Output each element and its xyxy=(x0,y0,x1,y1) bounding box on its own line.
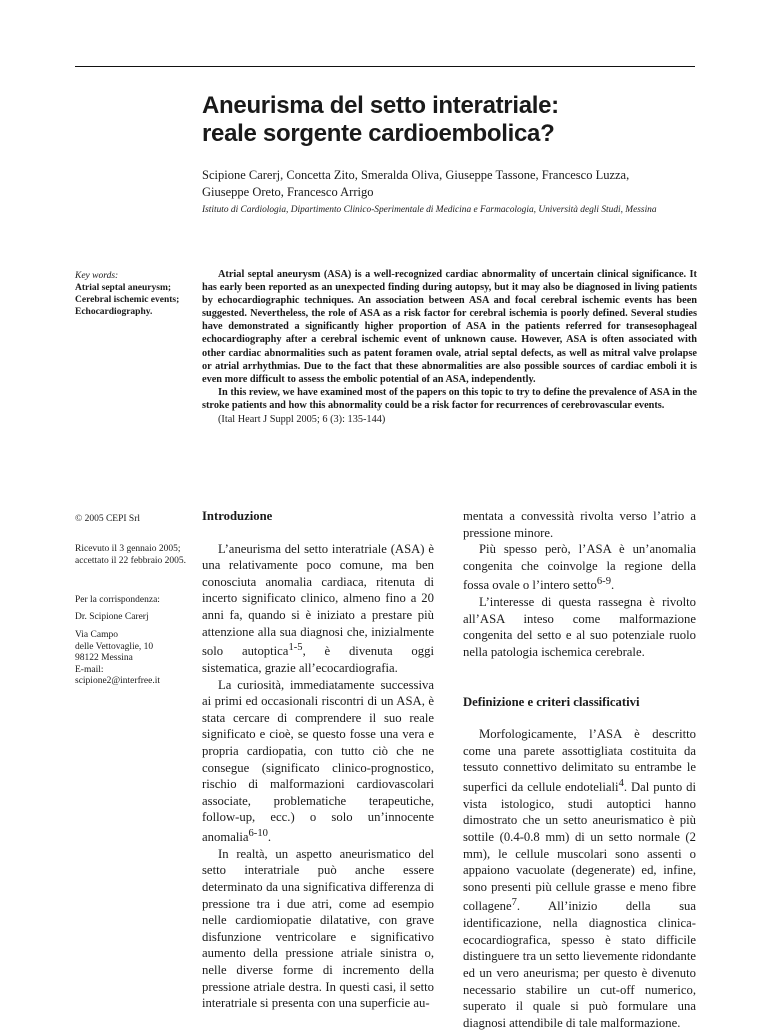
article-title xyxy=(202,92,702,148)
received-dates: Ricevuto il 3 gennaio 2005; accettato il 22 febbraio 2005. xyxy=(75,544,187,566)
authors-line-2: Giuseppe Oreto, Francesco Arrigo xyxy=(202,185,374,199)
text-run: L’aneurisma del setto interatriale (ASA) è una relativamente poco comune, ma ben conosciuta anomalia cardiaca, ritenuta di incerto significato clinico, almeno fino a 20 anni fa, quando si è iniziato a prestare più attenzione alla sua diagnosi che, inizialmente solo autoptica xyxy=(202,541,434,659)
address-line: Via Campo xyxy=(75,630,118,640)
body-paragraph xyxy=(202,541,434,677)
keywords-label: Key words: xyxy=(75,271,119,281)
keyword-item: Atrial septal aneurysm; xyxy=(75,283,172,293)
journal-citation: (Ital Heart J Suppl 2005; 6 (3): 135-144) xyxy=(218,414,386,426)
text-run: Più spesso però, l’ASA è un’anomalia congenita che coinvolge la regione della fossa ovale o l’intero setto xyxy=(463,542,696,593)
affiliation: Istituto di Cardiologia, Dipartimento Clinico-Sperimentale di Medicina e Farmacologia, Università degli Studi, Messina xyxy=(202,205,657,215)
title-line-2: reale sorgente cardioembolica? xyxy=(202,120,555,147)
reference-superscript: 6-10 xyxy=(248,827,268,839)
body-paragraph xyxy=(463,541,696,594)
correspondence-label: Per la corrispondenza: xyxy=(75,595,160,605)
address-line: 98122 Messina xyxy=(75,653,133,663)
text-run: . All’inizio della sua identificazione, nella diagnostica clinica-ecocardiografica, spesso è stato difficile distinguere tra un setto lievemente ridondante ed un vero aneurisma; per questo è divenuto necessario stabilire un cut-off numerico, superato il quale si può formulare una diagnosi attendibile di tale malformazione. xyxy=(463,899,696,1030)
keyword-item: Echocardiography. xyxy=(75,307,153,317)
email-address: scipione2@interfree.it xyxy=(75,676,160,686)
abstract-paragraph-1: Atrial septal aneurysm (ASA) is a well-recognized cardiac abnormality of uncertain clinical significance. It has early been reported as an unexpected finding during autopsy, but it may also be diagnosed in living patients by echocardiographic techniques. An association between ASA and focal cerebral ischemic events has been suggested. Nevertheless, the role of ASA as a risk factor for cerebral ischemia is poorly defined. Several studies have demonstrated a significantly higher proportion of ASA in the patients referred for transesophageal echocardiography after a cerebral ischemic event of unknown cause. However, ASA is often associated with other cardiac abnormalities such as patent foramen ovale, atrial septal defects, as well as mitral valve prolapse or atrial arrhythmias. Due to the fact that these abnormalities are also possible sources of cardiac emboli it is even more difficult to assess the embolic potential of an ASA, independently. xyxy=(202,269,697,385)
top-rule xyxy=(75,66,695,67)
body-paragraph xyxy=(463,726,696,1031)
address-line: delle Vettovaglie, 10 xyxy=(75,641,154,652)
text-run: . xyxy=(611,578,615,593)
text-run: . xyxy=(267,830,272,845)
reference-superscript: 1-5 xyxy=(288,642,303,654)
body-paragraph: mentata a convessità rivolta verso l’atrio a pressione minore. xyxy=(463,509,696,540)
abstract-paragraph-2: In this review, we have examined most of the papers on this topic to try to define the prevalence of ASA in the stroke patients and how this abnormality could be a risk factor for recurrences of cerebrovascular events. xyxy=(202,386,697,411)
reference-superscript: 7 xyxy=(511,897,517,909)
reference-superscript: 4 xyxy=(618,777,624,789)
title-line-1: Aneurisma del setto interatriale: xyxy=(202,92,559,119)
author-list xyxy=(202,167,697,201)
body-column-1 xyxy=(202,508,434,1012)
reference-superscript: 6-9 xyxy=(596,576,611,588)
copyright-notice: © 2005 CEPI Srl xyxy=(75,514,141,524)
body-paragraph: L’interesse di questa rassegna è rivolto all’ASA inteso come malformazione congenita del setto e al suo potenziale ruolo nella patologia ischemica cerebrale. xyxy=(463,595,696,659)
body-column-2 xyxy=(463,508,696,1031)
body-paragraph xyxy=(202,677,434,846)
keyword-item: Cerebral ischemic events; xyxy=(75,295,180,305)
keywords-block xyxy=(75,270,200,318)
correspondence-name: Dr. Scipione Carerj xyxy=(75,612,149,622)
section-heading-introduction: Introduzione xyxy=(202,509,273,523)
text-run: Morfologicamente, l’ASA è descritto come una parete assottigliata costituita da tessuto connettivo delimitato su entrambe le superfici da cellule endoteliali xyxy=(463,727,696,795)
email-label: E-mail: xyxy=(75,664,104,675)
abstract xyxy=(202,268,697,426)
body-paragraph: In realtà, un aspetto aneurismatico del setto interatriale può anche essere determinato da una significativa differenza di pressione tra i due atri, come ad esempio nelle cardiomiopatie dilatative, con grave disfunzione ventricolare e significativo aumento della pressione atriale sinistra o, nelle diverse forme di incremento della pressione atriale destra. In questi casi, il setto interatriale si presenta con una superficie au- xyxy=(202,846,434,1011)
text-run: La curiosità, immediatamente successiva ai primi ed occasionali riscontri di un ASA, è stata cercare di comprendere il suo reale significato e cioè, se questo fosse una vera e propria cardiopatia, con tutto ciò che ne consegue (significato clinico-prognostico, rischio di malformazioni cardiovascolari associate, problematiche terapeutiche, follow-up, ecc.) o solo un’innocente anomalia xyxy=(202,677,434,845)
correspondence-address xyxy=(75,630,200,688)
text-run: , è divenuta oggi sistematica, grazie all’ecocardiografia. xyxy=(202,644,434,675)
section-heading-definition: Definizione e criteri classificativi xyxy=(463,694,640,709)
text-run: . Dal punto di vista istologico, studi autoptici hanno dimostrato che un setto aneurismatico è più sottile (0.4-0.8 mm) di un setto normale (2 mm), le cellule muscolari sono assenti o appaiono vacuolate (degenerate) ed, infine, sono presenti più cellule grasse e meno fibre collagene xyxy=(463,780,696,914)
authors-line-1: Scipione Carerj, Concetta Zito, Smeralda Oliva, Giuseppe Tassone, Francesco Luzza, xyxy=(202,168,630,182)
